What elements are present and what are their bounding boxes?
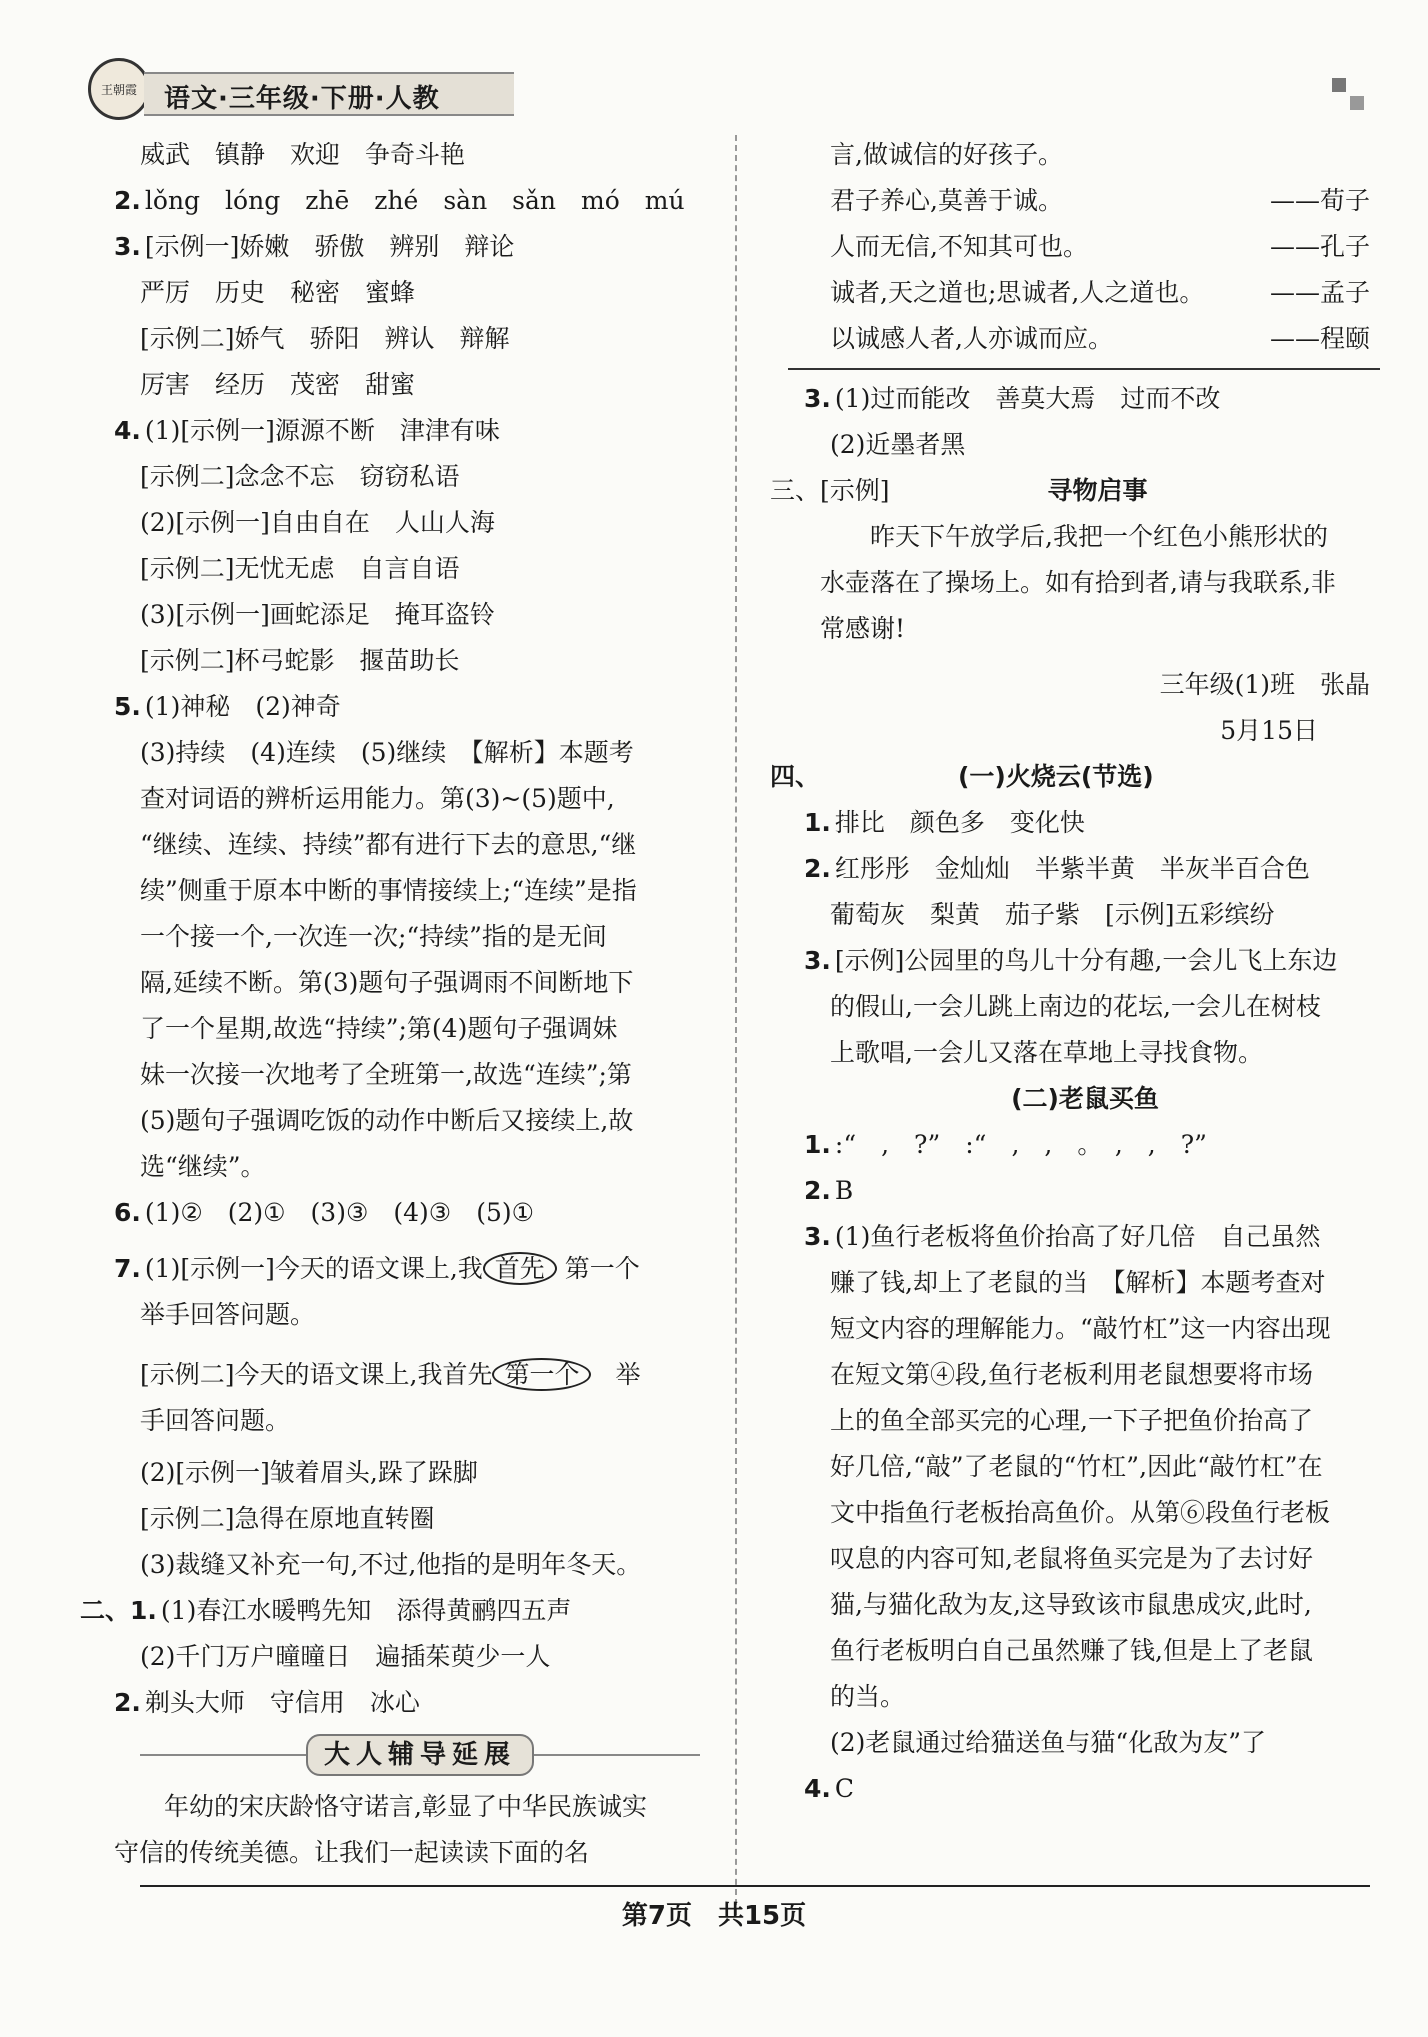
extension-line: 言,做诚信的好孩子。 — [830, 140, 1063, 169]
answer-text: (5)题句子强调吃饭的动作中断后又接续上,故 — [140, 1106, 634, 1135]
corner-mark — [1350, 96, 1364, 110]
answer-text: lǒng lóng zhē zhé sàn sǎn mó mú — [144, 186, 685, 215]
q-number: 7. — [114, 1254, 141, 1283]
notice-heading: 寻物启事 — [1047, 476, 1148, 505]
answer-text: (2)[示例一]自由自在 人山人海 — [140, 508, 495, 537]
answer-text: 续”侧重于原本中断的事情接续上;“连续”是指 — [140, 876, 637, 905]
quote-text: 以诚感人者,人亦诚而应。 — [830, 324, 1113, 353]
answer-text: (3)持续 (4)连续 (5)继续 【解析】本题考 — [140, 738, 634, 767]
quote-line — [830, 224, 1370, 270]
answer-line: 猫,与猫化敌为友,这导致该市鼠患成灾,此时, — [830, 1590, 1312, 1619]
answer-line — [114, 408, 700, 454]
answer-line: 文中指鱼行老板抬高鱼价。从第⑥段鱼行老板 — [830, 1498, 1331, 1527]
q-number: 2. — [804, 854, 831, 883]
page-number: 第7页 共15页 — [621, 1901, 807, 1931]
section-three — [770, 468, 1370, 514]
answer-line — [140, 914, 700, 960]
answer-line — [140, 960, 700, 1006]
answer-line: (2)老鼠通过给猫送鱼与猫“化敌为友”了 — [830, 1728, 1266, 1757]
answer-line — [140, 730, 700, 776]
answer-line — [804, 938, 1370, 984]
answer-line: 上的鱼全部买完的心理,一下子把鱼价抬高了 — [830, 1406, 1313, 1435]
q-number: 2. — [804, 1176, 831, 1205]
answer-text: 举 — [615, 1360, 641, 1389]
answer-text: 一个接一个,一次连一次;“持续”指的是无间 — [140, 922, 607, 951]
answer-text: 妹一次接一次地考了全班第一,故选“连续”;第 — [140, 1060, 632, 1089]
answer-text: 了一个星期,故选“持续”;第(4)题句子强调妹 — [140, 1014, 618, 1043]
corner-mark — [1332, 78, 1346, 92]
answer-line: 手回答问题。 — [140, 1406, 291, 1435]
answer-line — [140, 592, 700, 638]
answer-text: [示例二]念念不忘 窃窃私语 — [140, 462, 460, 491]
answer-line — [804, 800, 1370, 846]
answer-line: 的假山,一会儿跳上南边的花坛,一会儿在树枝 — [830, 992, 1321, 1021]
answer-text: (1)[示例一]今天的语文课上,我 — [144, 1254, 483, 1283]
notice-date: 5月15日 — [1220, 716, 1318, 745]
section-four — [770, 754, 1370, 800]
answer-line: 在短文第④段,鱼行老板利用老鼠想要将市场 — [830, 1360, 1313, 1389]
passage-heading: (二)老鼠买鱼 — [1011, 1084, 1159, 1113]
extension-line: 年幼的宋庆龄恪守诺言,彰显了中华民族诚实 — [164, 1792, 647, 1821]
q-number: 4. — [804, 1774, 831, 1803]
q7-line — [114, 1246, 700, 1292]
quotes-list — [830, 178, 1370, 362]
answer-text: (3)[示例一]画蛇添足 掩耳盗铃 — [140, 600, 495, 629]
answer-line: [示例二]急得在原地直转圈 — [140, 1504, 435, 1533]
quote-author: ——孔子 — [1269, 232, 1370, 261]
quote-author: ——孟子 — [1269, 278, 1370, 307]
answer-text: (1)鱼行老板将鱼价抬高了好几倍 自己虽然 — [834, 1222, 1321, 1251]
answer-text: “继续、连续、持续”都有进行下去的意思,“继 — [140, 830, 637, 859]
q-number: 2. — [114, 186, 141, 215]
answer-line — [140, 1006, 700, 1052]
quote-line — [830, 270, 1370, 316]
answer-line — [140, 132, 700, 178]
section-rule — [788, 368, 1380, 370]
answer-line — [140, 1144, 700, 1190]
answer-line — [114, 1680, 700, 1726]
answer-text: 排比 颜色多 变化快 — [834, 808, 1085, 837]
q-number: 3. — [804, 946, 831, 975]
column-divider — [735, 135, 737, 1915]
section-label: 三、[示例] — [770, 476, 890, 505]
answer-line — [140, 1052, 700, 1098]
answer-line — [804, 1168, 1370, 1214]
banner-label: 大人辅导延展 — [306, 1734, 534, 1776]
answer-text: :“ , ?” :“ , , 。 , , ?” — [834, 1130, 1207, 1159]
answer-line — [140, 822, 700, 868]
answer-line — [804, 1122, 1370, 1168]
answer-line: 赚了钱,却上了老鼠的当 【解析】本题考查对 — [830, 1268, 1326, 1297]
answer-text: (1)神秘 (2)神奇 — [144, 692, 341, 721]
extension-line: 守信的传统美德。让我们一起读读下面的名 — [114, 1838, 590, 1867]
answer-text: 严厉 历史 秘密 蜜蜂 — [140, 278, 416, 307]
answer-text: 厉害 经历 茂密 甜蜜 — [140, 370, 416, 399]
answer-line — [140, 454, 700, 500]
answer-line — [114, 1190, 700, 1236]
answer-text: [示例二]今天的语文课上,我首先 — [140, 1360, 493, 1389]
extension-banner — [140, 1732, 700, 1778]
answer-line: (2)千门万户曈曈日 遍插茱萸少一人 — [140, 1642, 551, 1671]
footer-rule — [140, 1885, 1370, 1887]
answer-line: 叹息的内容可知,老鼠将鱼买完是为了去讨好 — [830, 1544, 1313, 1573]
answer-text: 隔,延续不断。第(3)题句子强调雨不间断地下 — [140, 968, 634, 997]
quote-text: 人而无信,不知其可也。 — [830, 232, 1088, 261]
answer-line: 短文内容的理解能力。“敲竹杠”这一内容出现 — [830, 1314, 1331, 1343]
answer-line: 上歌唱,一会儿又落在草地上寻找食物。 — [830, 1038, 1263, 1067]
left-column — [80, 132, 700, 1876]
notice-signature: 三年级(1)班 张晶 — [1159, 670, 1370, 699]
quote-line — [830, 178, 1370, 224]
section-two — [80, 1588, 700, 1634]
answer-text: 威武 镇静 欢迎 争奇斗艳 — [140, 140, 466, 169]
passage-heading: (一)火烧云(节选) — [957, 762, 1154, 791]
publisher-logo — [88, 58, 150, 120]
section-label: 二、1. — [80, 1596, 157, 1625]
section-label: 四、 — [770, 762, 821, 791]
answer-text: (1)过而能改 善莫大焉 过而不改 — [834, 384, 1221, 413]
q-number: 1. — [804, 1130, 831, 1159]
circled-word: 第一个 — [492, 1358, 591, 1391]
answer-text: [示例二]杯弓蛇影 揠苗助长 — [140, 646, 460, 675]
answer-line — [140, 316, 700, 362]
answer-line: 鱼行老板明白自己虽然赚了钱,但是上了老鼠 — [830, 1636, 1313, 1665]
q3-explanation — [830, 1260, 1370, 1766]
answer-text: B — [834, 1176, 854, 1205]
q-number: 6. — [114, 1198, 141, 1227]
answer-text: [示例一]娇嫩 骄傲 辨别 辩论 — [144, 232, 515, 261]
quote-line — [830, 316, 1370, 362]
answer-line: 葡萄灰 梨黄 茄子紫 [示例]五彩缤纷 — [830, 900, 1275, 929]
answer-line: 的当。 — [830, 1682, 906, 1711]
answer-line: 举手回答问题。 — [140, 1300, 316, 1329]
answer-text: 选“继续”。 — [140, 1152, 266, 1181]
answer-line — [140, 500, 700, 546]
answer-text: (1)② (2)① (3)③ (4)③ (5)① — [144, 1198, 535, 1227]
q-number: 3. — [804, 384, 831, 413]
page-header — [88, 58, 518, 118]
circled-word: 首先 — [483, 1252, 557, 1285]
quote-text: 君子养心,莫善于诚。 — [830, 186, 1063, 215]
answer-line — [114, 224, 700, 270]
notice-line: 水壶落在了操场上。如有拾到者,请与我联系,非 — [820, 568, 1336, 597]
quote-text: 诚者,天之道也;思诚者,人之道也。 — [830, 278, 1205, 307]
q-number: 2. — [114, 1688, 141, 1717]
answer-line — [114, 178, 700, 224]
logo-text: 王朝霞 — [100, 83, 137, 97]
answer-line — [140, 868, 700, 914]
answer-line — [804, 1766, 1370, 1812]
answer-text: (1)[示例一]源源不断 津津有味 — [144, 416, 500, 445]
answer-text: [示例二]娇气 骄阳 辨认 辩解 — [140, 324, 510, 353]
answer-line: (2)近墨者黑 — [830, 430, 966, 459]
q-number: 4. — [114, 416, 141, 445]
answer-line: (2)[示例一]皱着眉头,跺了跺脚 — [140, 1458, 478, 1487]
answer-text: 第一个 — [564, 1254, 640, 1283]
q7-line — [140, 1352, 700, 1398]
answer-line — [140, 362, 700, 408]
quote-author: ——荀子 — [1269, 186, 1370, 215]
answer-line: 好几倍,“敲”了老鼠的“竹杠”,因此“敲竹杠”在 — [830, 1452, 1323, 1481]
answer-line — [140, 638, 700, 684]
left-answers — [114, 132, 700, 1236]
q-number: 3. — [804, 1222, 831, 1251]
answer-text: [示例二]无忧无虑 自言自语 — [140, 554, 460, 583]
answer-text: 红彤彤 金灿灿 半紫半黄 半灰半百合色 — [834, 854, 1310, 883]
answer-text: 查对词语的辨析运用能力。第(3)~(5)题中, — [140, 784, 615, 813]
right-column — [770, 132, 1370, 1812]
answer-line — [140, 270, 700, 316]
notice-line: 常感谢! — [820, 614, 906, 643]
answer-line — [140, 546, 700, 592]
answer-text: (1)春江水暖鸭先知 添得黄鹂四五声 — [160, 1596, 572, 1625]
book-title: 语文·三年级·下册·人教 — [164, 84, 440, 114]
q-number: 3. — [114, 232, 141, 261]
answer-text: 剃头大师 守信用 冰心 — [144, 1688, 420, 1717]
answer-line — [804, 1214, 1370, 1260]
answer-line — [804, 376, 1370, 422]
answer-line — [114, 684, 700, 730]
q-number: 5. — [114, 692, 141, 721]
answer-line — [804, 846, 1370, 892]
answer-text: C — [834, 1774, 855, 1803]
answer-line — [140, 1098, 700, 1144]
answer-line: (3)裁缝又补充一句,不过,他指的是明年冬天。 — [140, 1550, 642, 1579]
answer-line — [140, 776, 700, 822]
title-bar — [144, 72, 514, 116]
answer-text: [示例]公园里的鸟儿十分有趣,一会儿飞上东边 — [834, 946, 1338, 975]
q-number: 1. — [804, 808, 831, 837]
quote-author: ——程颐 — [1269, 324, 1370, 353]
notice-line: 昨天下午放学后,我把一个红色小熊形状的 — [870, 522, 1328, 551]
